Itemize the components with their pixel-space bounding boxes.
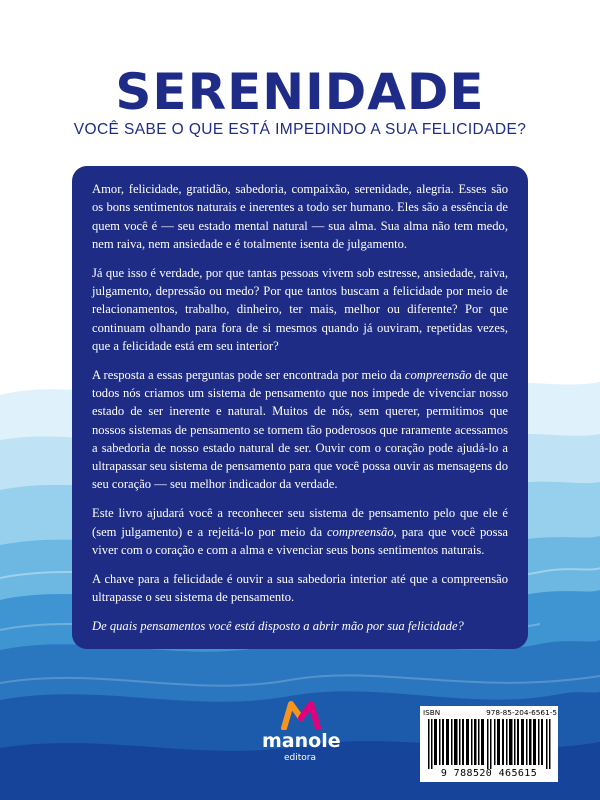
isbn-line: [423, 708, 557, 717]
blurb-paragraph-3: A resposta a essas perguntas pode ser encontrada por meio da compreensão de que todos nós criamos um sistema de pensamento que nos impede de vivenciar nosso estado de ser inerente e natural. Muitos de nós, sem querer, permitimos que nossos sistemas de pensamento se tornem tão poderosos que raramente acessamos a sabedoria de nosso estado natural de ser. Ouvir com o coração pode ajudá-lo a ultrapassar seu sistema de pensamento para que você possa ouvir as mensagens do seu coração — seu melhor indicador da verdade.: [92, 367, 509, 492]
manole-logo-icon: [281, 700, 321, 730]
blurb-panel: [72, 166, 528, 649]
publisher-name: manole: [262, 730, 341, 752]
book-title: SERENIDADE: [115, 63, 485, 121]
isbn-number: 978-85-204-6561-5: [486, 708, 557, 717]
barcode-digits: 9 788520 465615: [440, 768, 538, 779]
blurb-paragraph-2: Já que isso é verdade, por que tantas pessoas vivem sob estresse, ansiedade, raiva, julgamento, depressão ou medo? Por que tantos buscam a felicidade por meio de relacionamentos, trabalho, dinheiro, ter mais, melhor ou diferente? Por que continuam olhando para fora de si mesmos quando já ouviram, repetidas vezes, que a felicidade está em seu interior?: [92, 265, 508, 353]
blurb-paragraph-1: Amor, felicidade, gratidão, sabedoria, compaixão, serenidade, alegria. Esses são os bons sentimentos naturais e inerentes a todo ser humano. Eles são a essência de quem você é — seu estado mental natural — sua alma. Sua alma não tem medo, nem raiva, nem ansiedade e é totalmente isenta de julgamento.: [92, 182, 508, 251]
book-subtitle: VOCÊ SABE O QUE ESTÁ IMPEDINDO A SUA FELICIDADE?: [73, 121, 527, 138]
publisher-subtitle: editora: [283, 753, 316, 763]
blurb-paragraph-4: Este livro ajudará você a reconhecer seu sistema de pensamento pelo que ele é (sem julgamento) e a rejeitá-lo por meio da compreensão, para que você possa viver com o coração e com a alma e vivenciar seus bons sentimentos naturais.: [92, 506, 508, 557]
barcode-bars: [428, 719, 552, 769]
blurb-paragraph-5: A chave para a felicidade é ouvir a sua sabedoria interior até que a compreensão ultrapasse o seu sistema de pensamento.: [92, 571, 508, 604]
blurb-closing-question: De quais pensamentos você está disposto a abrir mão por sua felicidade?: [92, 618, 464, 633]
emphasis-compreensao-2: compreensão: [326, 524, 394, 539]
barcode-box: [420, 706, 558, 782]
emphasis-compreensao: compreensão: [404, 367, 472, 382]
isbn-label: ISBN: [423, 708, 441, 717]
